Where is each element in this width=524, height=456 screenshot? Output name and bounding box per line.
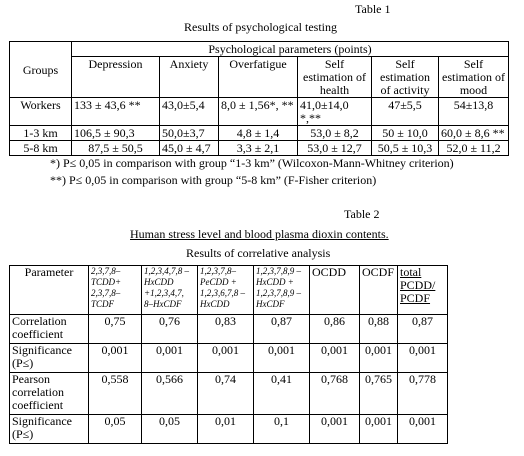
column-header: Overfatigue	[219, 57, 298, 98]
params-header: Psychological parameters (points)	[72, 42, 509, 57]
value-cell: 41,0±14,0 *,**	[298, 98, 372, 126]
value-cell: 0,05	[89, 415, 142, 444]
value-cell: 0,558	[89, 373, 142, 415]
value-cell: 47±5,5	[372, 98, 439, 126]
value-cell: 0,001	[254, 344, 310, 373]
table-row	[10, 315, 448, 344]
value-cell: 0,75	[89, 315, 142, 344]
value-cell: 0,768	[310, 373, 360, 415]
column-header: 1,2,3,7,8,9 –HxCDD + 1,2,3,7,8,9 –HxCDF	[254, 266, 310, 315]
value-cell: 0,83	[198, 315, 254, 344]
column-header: Self estimation of health	[298, 57, 372, 98]
table-row	[10, 98, 509, 126]
parameter-cell: Pearson correlation coefficient	[10, 373, 89, 415]
parameter-cell: Significance (P≤)	[10, 415, 89, 444]
table1-caption: Table 1	[355, 2, 391, 16]
value-cell: 3,3 ± 2,1	[219, 141, 298, 156]
value-cell: 0,001	[398, 415, 448, 444]
value-cell: 0,76	[142, 315, 198, 344]
value-cell: 0,001	[310, 344, 360, 373]
table1-title: Results of psychological testing	[184, 20, 337, 34]
value-cell: 0,001	[360, 344, 398, 373]
value-cell: 0,778	[398, 373, 448, 415]
table-row	[10, 415, 448, 444]
groups-header: Groups	[10, 42, 72, 98]
value-cell: 53,0 ± 8,2	[298, 126, 372, 141]
value-cell: 0,88	[360, 315, 398, 344]
value-cell: 60,0 ± 8,6 **	[439, 126, 509, 141]
column-header: OCDF	[360, 266, 398, 315]
value-cell: 0,05	[142, 415, 198, 444]
value-cell: 133 ± 43,6 **	[72, 98, 160, 126]
value-cell: 0,001	[310, 415, 360, 444]
column-header: Anxiety	[160, 57, 219, 98]
value-cell: 106,5 ± 90,3	[72, 126, 160, 141]
value-cell: 50,5 ± 10,3	[372, 141, 439, 156]
group-cell: Workers	[10, 98, 72, 126]
value-cell: 0,87	[254, 315, 310, 344]
value-cell: 0,74	[198, 373, 254, 415]
value-cell: 0,001	[398, 344, 448, 373]
footnote-2: **) P≤ 0,05 in comparison with group “5-8 km” (F-Fisher criterion)	[50, 173, 377, 187]
value-cell: 53,0 ± 12,7	[298, 141, 372, 156]
value-cell: 43,0±5,4	[160, 98, 219, 126]
value-cell: 45,0 ± 4,7	[160, 141, 219, 156]
value-cell: 0,001	[89, 344, 142, 373]
value-cell: 0,765	[360, 373, 398, 415]
column-header: 1,2,3,7,8– PeCDD + 1,2,3,6,7,8 –HxCDD	[198, 266, 254, 315]
table-row	[10, 141, 509, 156]
column-header: Self estimation of mood	[439, 57, 509, 98]
value-cell: 0,001	[142, 344, 198, 373]
column-header: Depression	[72, 57, 160, 98]
table1	[9, 41, 509, 156]
value-cell: 52,0 ± 11,2	[439, 141, 509, 156]
value-cell: 0,87	[398, 315, 448, 344]
value-cell: 0,566	[142, 373, 198, 415]
column-header: Self estimation of activity	[372, 57, 439, 98]
table-row	[10, 373, 448, 415]
value-cell: 8,0 ± 1,56*, **	[219, 98, 298, 126]
column-header: total PCDD/ PCDF	[398, 266, 448, 315]
table-row	[10, 344, 448, 373]
value-cell: 0,1	[254, 415, 310, 444]
value-cell: 87,5 ± 50,5	[72, 141, 160, 156]
value-cell: 50,0±3,7	[160, 126, 219, 141]
column-header: OCDD	[310, 266, 360, 315]
table2-title: Human stress level and blood plasma dioxin contents.	[130, 227, 389, 241]
table2	[9, 265, 448, 444]
value-cell: 0,41	[254, 373, 310, 415]
footnote-1: *) P≤ 0,05 in comparison with group “1-3 km” (Wilcoxon-Mann-Whitney criterion)	[50, 156, 454, 170]
group-cell: 5-8 km	[10, 141, 72, 156]
column-header: 1,2,3,4,7,8 –HxCDD +1,2,3,4,7, 8–HxCDF	[142, 266, 198, 315]
parameter-header: Parameter	[10, 266, 89, 315]
group-cell: 1-3 km	[10, 126, 72, 141]
table2-subtitle: Results of correlative analysis	[186, 246, 331, 260]
value-cell: 0,01	[198, 415, 254, 444]
value-cell: 50 ± 10,0	[372, 126, 439, 141]
value-cell: 0,001	[198, 344, 254, 373]
table-row	[10, 126, 509, 141]
parameter-cell: Significance (P≤)	[10, 344, 89, 373]
value-cell: 0,86	[310, 315, 360, 344]
table2-caption: Table 2	[344, 207, 380, 221]
value-cell: 0,001	[360, 415, 398, 444]
value-cell: 54±13,8	[439, 98, 509, 126]
column-header: 2,3,7,8–TCDD+ 2,3,7,8–TCDF	[89, 266, 142, 315]
parameter-cell: Correlation coefficient	[10, 315, 89, 344]
value-cell: 4,8 ± 1,4	[219, 126, 298, 141]
